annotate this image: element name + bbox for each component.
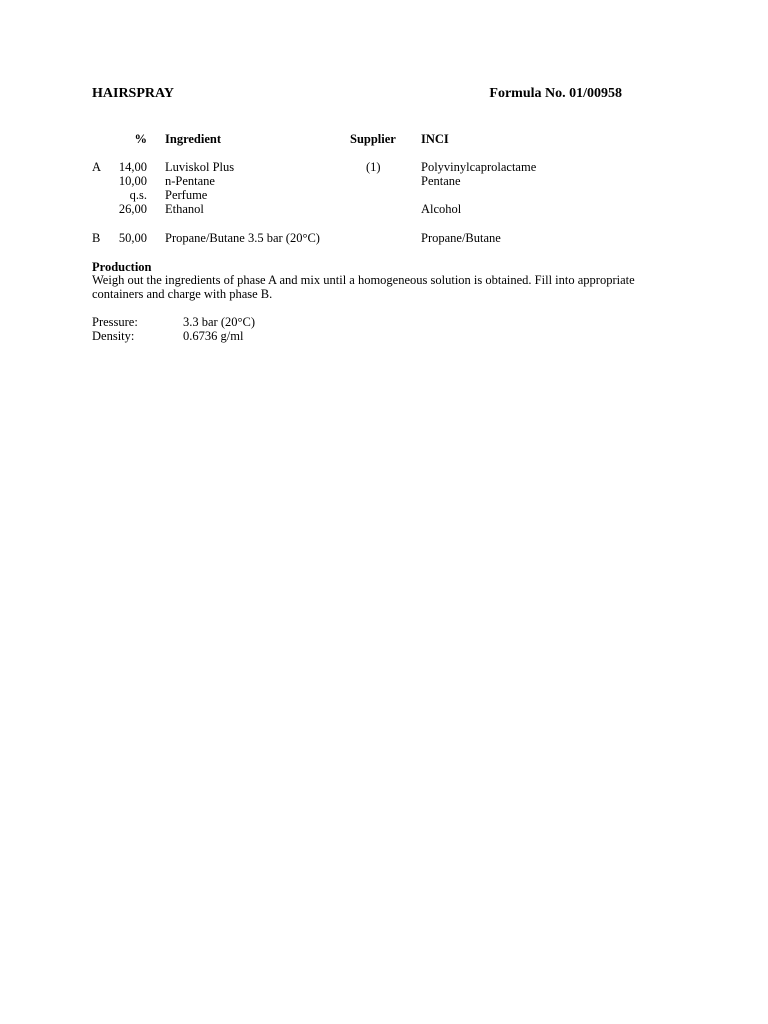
inci-cell: Pentane: [421, 174, 461, 188]
column-header-supplier: Supplier: [350, 132, 396, 146]
column-header-ingredient: Ingredient: [165, 132, 222, 146]
table-row: [0, 174, 768, 188]
production-text: Weigh out the ingredients of phase A and mix until a homogeneous solution is obtained. Fill into appropriate containers and charge with phase B.: [92, 273, 635, 301]
inci-cell: Alcohol: [421, 202, 462, 216]
inci-cell: Propane/Butane: [421, 231, 501, 245]
property-row: [0, 315, 768, 329]
percent-cell: 26,00: [118, 202, 147, 216]
ingredient-cell: n-Pentane: [165, 174, 215, 188]
phase-cell: A: [92, 160, 102, 174]
property-label: Pressure:: [92, 315, 138, 329]
formula-number: Formula No. 01/00958: [489, 86, 622, 101]
ingredient-cell: Propane/Butane 3.5 bar (20°C): [165, 231, 320, 245]
document-title: HAIRSPRAY: [92, 86, 174, 101]
property-value: 0.6736 g/ml: [183, 329, 244, 343]
percent-cell: 10,00: [118, 174, 147, 188]
ingredient-cell: Perfume: [165, 188, 208, 202]
percent-cell: q.s.: [129, 188, 147, 202]
ingredient-cell: Luviskol Plus: [165, 160, 235, 174]
percent-cell: 50,00: [118, 231, 147, 245]
column-header-percent: %: [134, 132, 147, 146]
phase-cell: B: [92, 231, 101, 245]
ingredient-cell: Ethanol: [165, 202, 204, 216]
table-row: [0, 160, 768, 174]
property-row: [0, 329, 768, 343]
table-row: [0, 231, 768, 245]
table-row: [0, 188, 768, 202]
column-header-inci: INCI: [421, 132, 449, 146]
property-value: 3.3 bar (20°C): [183, 315, 255, 329]
table-row: [0, 202, 768, 216]
property-label: Density:: [92, 329, 135, 343]
percent-cell: 14,00: [118, 160, 147, 174]
supplier-cell: (1): [366, 160, 381, 174]
inci-cell: Polyvinylcaprolactame: [421, 160, 537, 174]
production-heading: Production: [92, 260, 152, 274]
